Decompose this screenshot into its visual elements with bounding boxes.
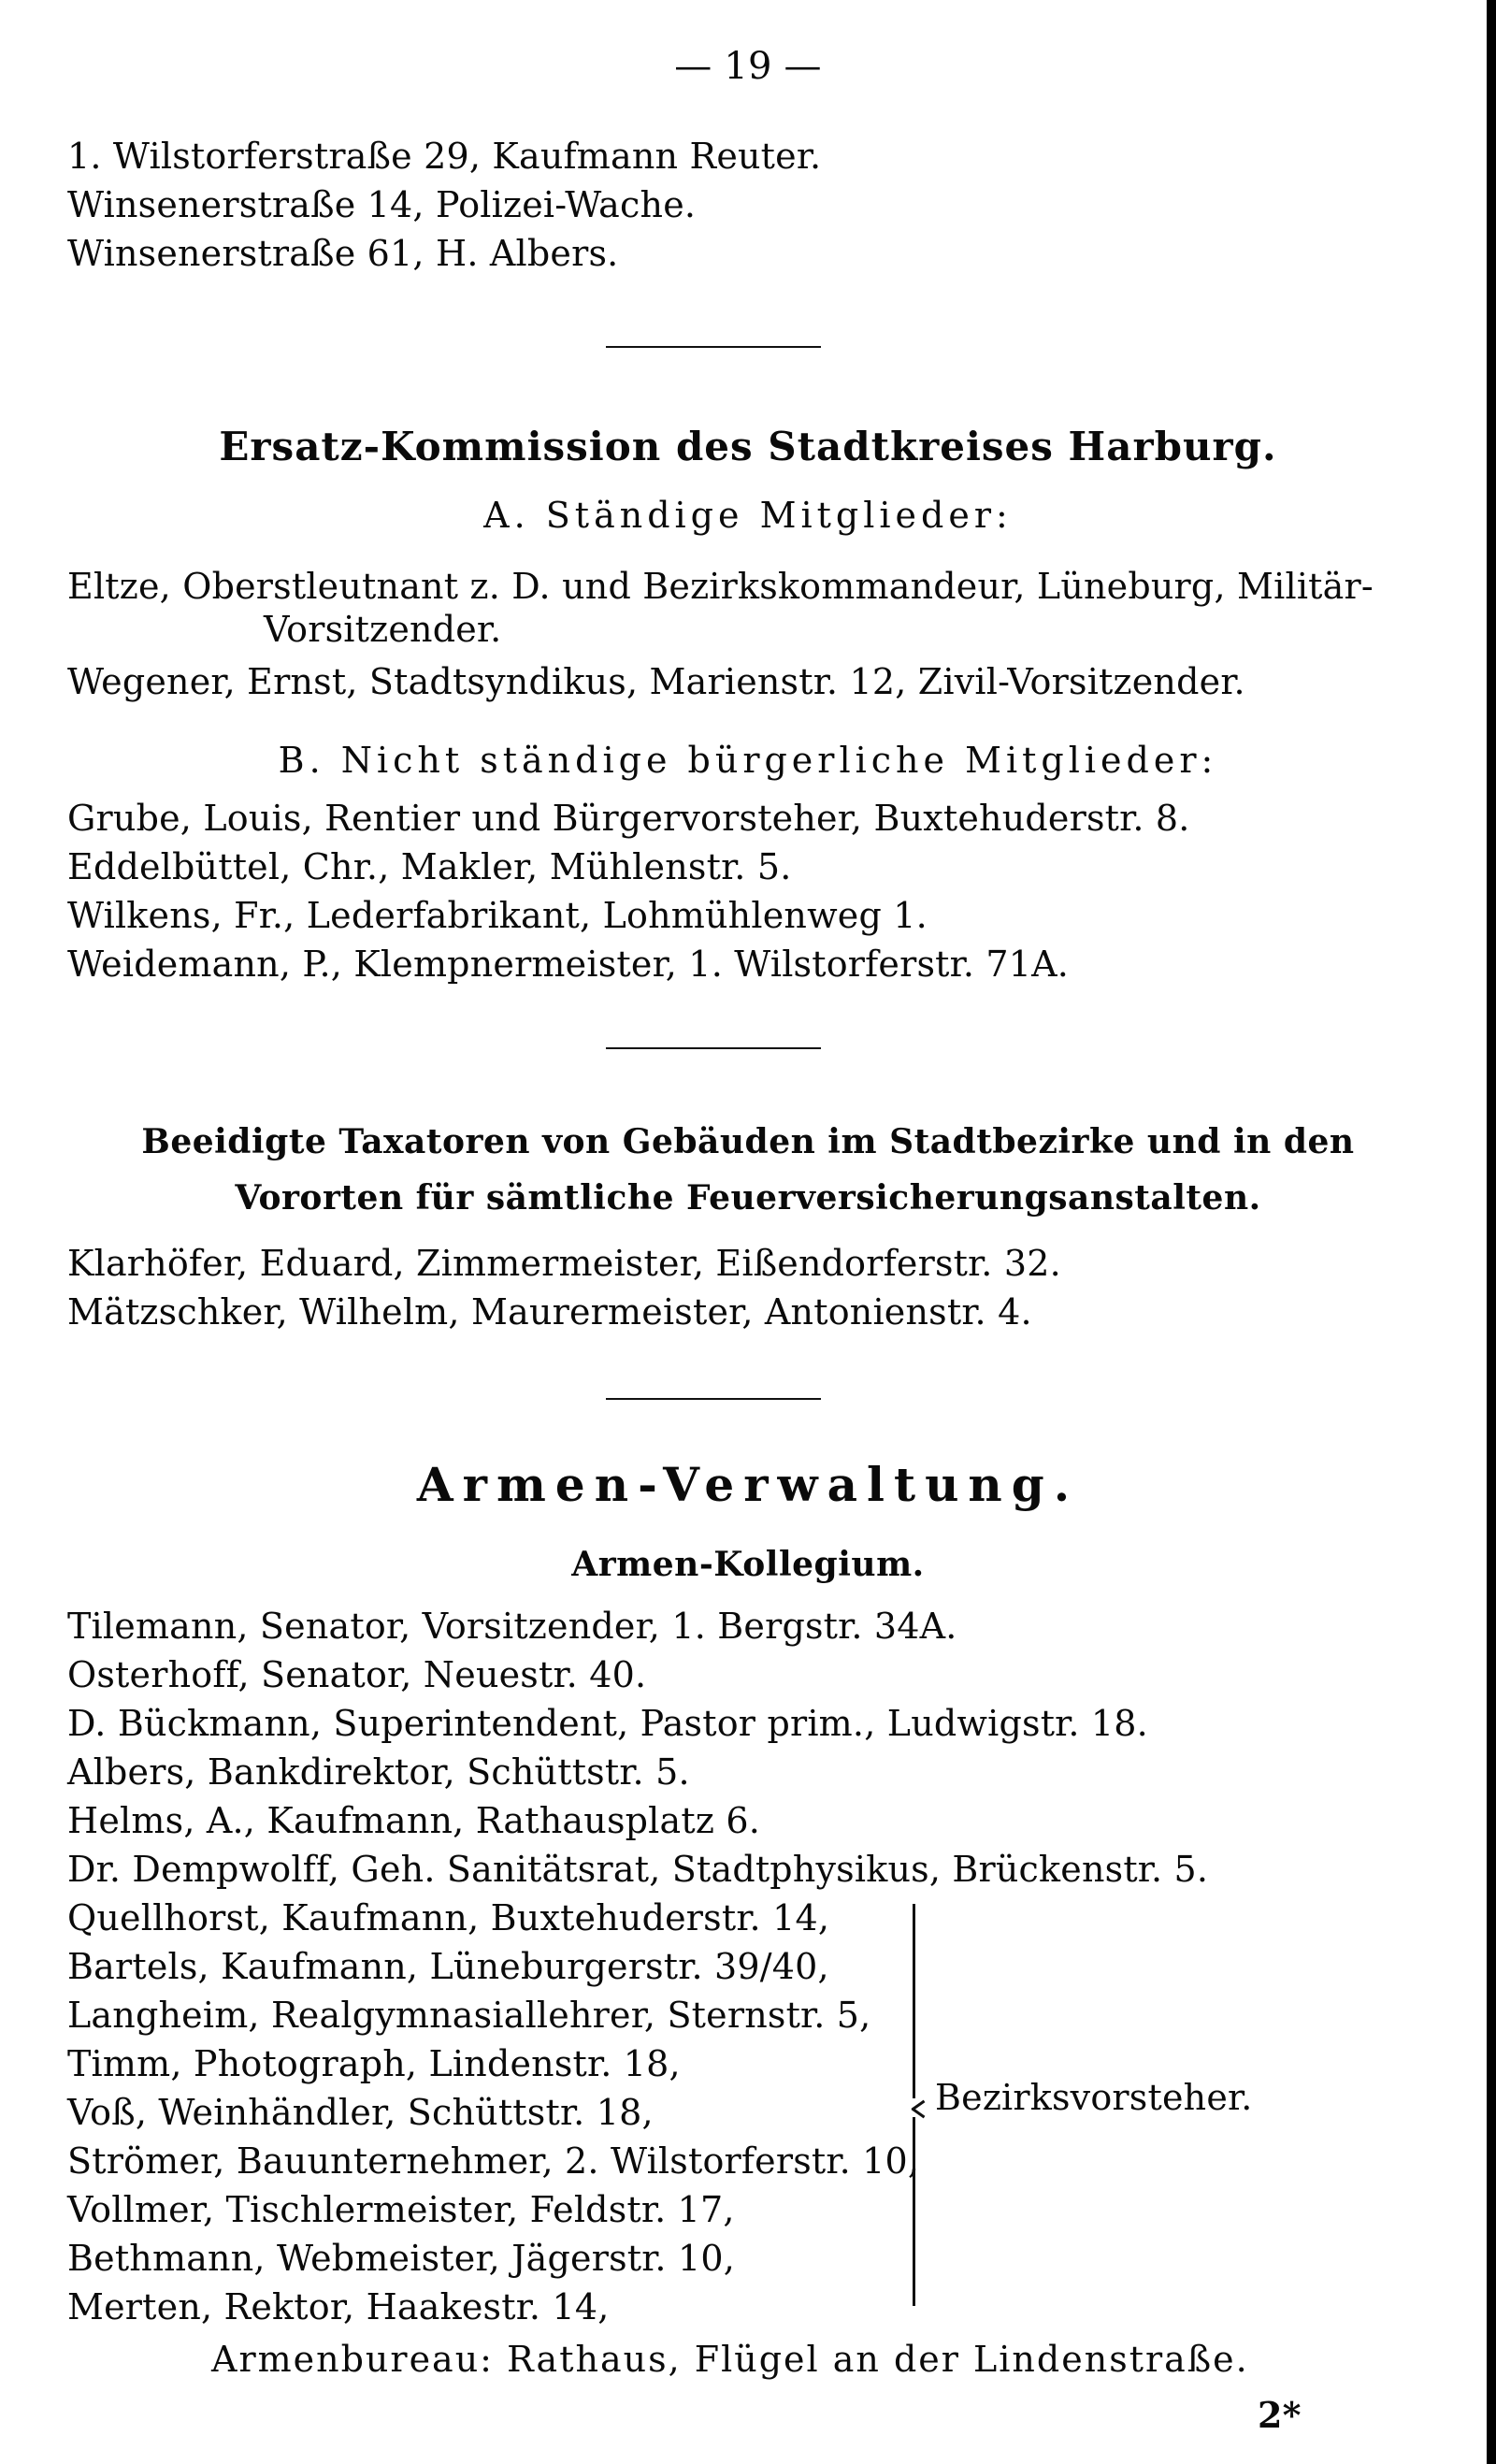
armen-bureau: Armenbureau: Rathaus, Flügel an der Lindenstraße. — [211, 2339, 1249, 2380]
taxatoren-title-line2: Vororten für sämtliche Feuerversicherungsanstalten. — [235, 1178, 1261, 1218]
scan-edge — [1487, 0, 1496, 2464]
armen-member: D. Bückmann, Superintendent, Pastor prim., Ludwigstr. 18. — [67, 1703, 1148, 1744]
ersatz-section-b-title: B. Nicht ständige bürgerliche Mitglieder: — [278, 740, 1218, 781]
bezirk-brace-upper — [913, 1904, 915, 2098]
armen-member: Albers, Bankdirektor, Schüttstr. 5. — [67, 1751, 690, 1793]
taxator-entry: Klarhöfer, Eduard, Zimmermeister, Eißendorferstr. 32. — [67, 1243, 1061, 1284]
armen-member: Osterhoff, Senator, Neuestr. 40. — [67, 1654, 647, 1695]
bezirk-member: Bartels, Kaufmann, Lüneburgerstr. 39/40, — [67, 1946, 829, 1987]
ersatz-title: Ersatz-Kommission des Stadtkreises Harburg. — [219, 424, 1277, 469]
bezirk-member: Timm, Photograph, Lindenstr. 18, — [67, 2043, 681, 2084]
intro-line: Winsenerstraße 61, H. Albers. — [67, 233, 619, 274]
ersatz-section-a-title: A. Ständige Mitglieder: — [483, 495, 1013, 536]
ersatz-member: Grube, Louis, Rentier und Bürgervorsteher, Buxtehuderstr. 8. — [67, 798, 1190, 839]
section-divider — [606, 346, 821, 348]
bezirk-member: Voß, Weinhändler, Schüttstr. 18, — [67, 2092, 654, 2133]
armen-title: Armen-Verwaltung. — [416, 1457, 1080, 1512]
intro-line: 1. Wilstorferstraße 29, Kaufmann Reuter. — [67, 136, 822, 177]
ersatz-member: Wilkens, Fr., Lederfabrikant, Lohmühlenweg 1. — [67, 895, 928, 936]
bezirk-label: Bezirksvorsteher. — [935, 2077, 1253, 2118]
bezirk-member: Bethmann, Webmeister, Jägerstr. 10, — [67, 2238, 736, 2279]
bezirk-member: Merten, Rektor, Haakestr. 14, — [67, 2286, 610, 2327]
ersatz-member: Weidemann, P., Klempnermeister, 1. Wilstorferstr. 71A. — [67, 944, 1070, 985]
page-number: — 19 — — [674, 45, 822, 88]
ersatz-member: Wegener, Ernst, Stadtsyndikus, Marienstr. 12, Zivil-Vorsitzender. — [67, 661, 1245, 702]
armen-member: Tilemann, Senator, Vorsitzender, 1. Bergstr. 34A. — [67, 1606, 957, 1647]
armen-subtitle: Armen-Kollegium. — [571, 1545, 925, 1584]
ersatz-member: Eltze, Oberstleutnant z. D. und Bezirkskommandeur, Lüneburg, Militär- — [67, 566, 1374, 607]
taxatoren-title-line1: Beeidigte Taxatoren von Gebäuden im Stadtbezirke und in den — [141, 1122, 1355, 1161]
bezirk-member: Strömer, Bauunternehmer, 2. Wilstorferstr. 10, — [67, 2140, 920, 2182]
bezirk-member: Quellhorst, Kaufmann, Buxtehuderstr. 14, — [67, 1897, 830, 1938]
signature-mark: 2* — [1258, 2394, 1302, 2436]
ersatz-member: Eddelbüttel, Chr., Makler, Mühlenstr. 5. — [67, 846, 792, 887]
bezirk-member: Vollmer, Tischlermeister, Feldstr. 17, — [67, 2189, 735, 2230]
section-divider — [606, 1398, 821, 1400]
intro-line: Winsenerstraße 14, Polizei-Wache. — [67, 184, 697, 225]
bezirk-member: Langheim, Realgymnasiallehrer, Sternstr. 5, — [67, 1995, 871, 2036]
section-divider — [606, 1047, 821, 1049]
bezirk-brace-lower — [913, 2117, 915, 2306]
armen-member: Helms, A., Kaufmann, Rathausplatz 6. — [67, 1800, 761, 1841]
ersatz-member-continued: Vorsitzender. — [264, 609, 502, 650]
armen-member: Dr. Dempwolff, Geh. Sanitätsrat, Stadtphysikus, Brückenstr. 5. — [67, 1849, 1209, 1890]
taxator-entry: Mätzschker, Wilhelm, Maurermeister, Antonienstr. 4. — [67, 1291, 1032, 1333]
